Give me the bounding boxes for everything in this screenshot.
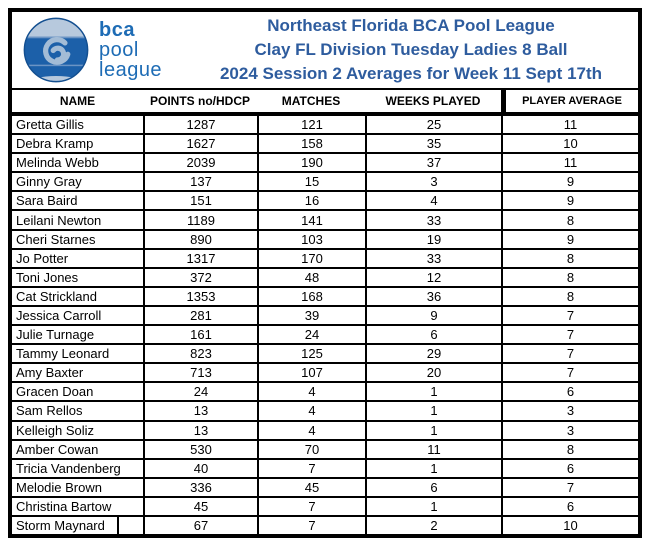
logo-word-league: league	[99, 59, 163, 81]
cell-weeks: 9	[365, 307, 501, 324]
cell-points: 530	[143, 441, 257, 458]
cell-points: 67	[143, 517, 257, 534]
cell-points: 372	[143, 269, 257, 286]
cell-matches: 7	[257, 460, 365, 477]
cell-points: 1189	[143, 211, 257, 228]
player-table-body	[12, 116, 638, 534]
cell-weeks: 1	[365, 498, 501, 515]
cell-matches: 16	[257, 192, 365, 209]
name-cell-divider	[117, 517, 143, 534]
table-row	[12, 173, 638, 192]
cell-matches: 103	[257, 231, 365, 248]
cell-name: Jessica Carroll	[16, 307, 102, 323]
logo-wordmark	[99, 20, 162, 80]
cell-matches: 39	[257, 307, 365, 324]
cell-points: 151	[143, 192, 257, 209]
column-header-points: POINTS no/HDCP	[149, 94, 250, 108]
cell-name: Melinda Webb	[16, 155, 99, 171]
cell-matches: 70	[257, 441, 365, 458]
cell-points: 1353	[143, 288, 257, 305]
cell-average: 3	[501, 422, 638, 439]
cell-weeks: 25	[365, 116, 501, 133]
column-header-matches: MATCHES	[281, 94, 341, 108]
cell-matches: 4	[257, 383, 365, 400]
cell-points: 2039	[143, 154, 257, 171]
cell-average: 8	[501, 269, 638, 286]
cell-name: Debra Kramp	[16, 136, 94, 152]
cell-weeks: 36	[365, 288, 501, 305]
cell-matches: 48	[257, 269, 365, 286]
cell-matches: 121	[257, 116, 365, 133]
cell-weeks: 20	[365, 364, 501, 381]
cell-name: Jo Potter	[16, 250, 69, 266]
table-row	[12, 211, 638, 230]
cell-matches: 15	[257, 173, 365, 190]
cell-weeks: 33	[365, 211, 501, 228]
cell-matches: 24	[257, 326, 365, 343]
cell-matches: 7	[257, 517, 365, 534]
cell-weeks: 6	[365, 326, 501, 343]
cell-matches: 4	[257, 422, 365, 439]
table-row	[12, 422, 638, 441]
table-row	[12, 192, 638, 211]
cell-name: Melodie Brown	[16, 479, 102, 495]
table-row	[12, 364, 638, 383]
cell-name: Sara Baird	[16, 193, 78, 209]
cell-name: Leilani Newton	[16, 212, 102, 228]
table-row	[12, 231, 638, 250]
cell-average: 3	[501, 402, 638, 419]
title-block	[194, 14, 634, 86]
cell-matches: 4	[257, 402, 365, 419]
cell-average: 7	[501, 326, 638, 343]
table-row	[12, 269, 638, 288]
cell-matches: 168	[257, 288, 365, 305]
cell-average: 10	[501, 135, 638, 152]
cell-name: Ginny Gray	[16, 174, 82, 190]
cell-points: 24	[143, 383, 257, 400]
masthead	[12, 12, 638, 88]
cell-name: Cheri Starnes	[16, 231, 96, 247]
cell-name: Tricia Vandenberg	[16, 460, 121, 476]
cell-matches: 125	[257, 345, 365, 362]
cell-weeks: 6	[365, 479, 501, 496]
table-row	[12, 517, 638, 534]
table-row	[12, 288, 638, 307]
cell-weeks: 11	[365, 441, 501, 458]
cell-average: 11	[501, 116, 638, 133]
title-line-1: Northeast Florida BCA Pool League	[267, 16, 555, 35]
cell-average: 6	[501, 460, 638, 477]
cell-name: Storm Maynard	[12, 517, 143, 534]
cell-points: 45	[143, 498, 257, 515]
column-header-row	[12, 88, 638, 116]
title-line-2: Clay FL Division Tuesday Ladies 8 Ball	[254, 40, 568, 59]
cell-weeks: 33	[365, 250, 501, 267]
cell-name: Kelleigh Soliz	[16, 422, 95, 438]
logo-word-bca: bca	[99, 19, 135, 41]
cell-average: 6	[501, 383, 638, 400]
cell-points: 13	[143, 422, 257, 439]
title-line-3: 2024 Session 2 Averages for Week 11 Sept 17th	[219, 64, 603, 83]
table-row	[12, 402, 638, 421]
cell-name: Cat Strickland	[16, 288, 97, 304]
cell-points: 823	[143, 345, 257, 362]
cell-weeks: 1	[365, 383, 501, 400]
cell-average: 9	[501, 231, 638, 248]
cell-name: Tammy Leonard	[16, 346, 110, 362]
cell-matches: 45	[257, 479, 365, 496]
cell-average: 9	[501, 192, 638, 209]
table-row	[12, 498, 638, 517]
table-row	[12, 116, 638, 135]
cell-weeks: 1	[365, 422, 501, 439]
cell-name: Amy Baxter	[16, 365, 84, 381]
cell-average: 9	[501, 173, 638, 190]
table-row	[12, 383, 638, 402]
cell-points: 336	[143, 479, 257, 496]
cell-average: 8	[501, 211, 638, 228]
cell-weeks: 1	[365, 460, 501, 477]
cell-name: Gracen Doan	[16, 384, 94, 400]
table-row	[12, 154, 638, 173]
table-row	[12, 345, 638, 364]
cell-weeks: 3	[365, 173, 501, 190]
table-row	[12, 135, 638, 154]
cell-weeks: 4	[365, 192, 501, 209]
cell-average: 7	[501, 307, 638, 324]
cell-points: 713	[143, 364, 257, 381]
table-row	[12, 441, 638, 460]
cell-matches: 158	[257, 135, 365, 152]
cell-points: 137	[143, 173, 257, 190]
cell-points: 40	[143, 460, 257, 477]
cell-points: 281	[143, 307, 257, 324]
cell-average: 8	[501, 250, 638, 267]
cell-points: 1317	[143, 250, 257, 267]
cell-weeks: 35	[365, 135, 501, 152]
cell-average: 6	[501, 498, 638, 515]
cell-weeks: 12	[365, 269, 501, 286]
cell-name: Sam Rellos	[16, 403, 83, 419]
cell-average: 7	[501, 345, 638, 362]
cell-weeks: 1	[365, 402, 501, 419]
table-row	[12, 479, 638, 498]
cell-name: Gretta Gillis	[16, 117, 84, 133]
cell-matches: 107	[257, 364, 365, 381]
cell-matches: 190	[257, 154, 365, 171]
column-header-name: NAME	[59, 94, 96, 108]
cell-average: 10	[501, 517, 638, 534]
cell-points: 1287	[143, 116, 257, 133]
table-row	[12, 326, 638, 345]
cell-points: 1627	[143, 135, 257, 152]
cell-matches: 170	[257, 250, 365, 267]
table-row	[12, 460, 638, 479]
cell-average: 8	[501, 288, 638, 305]
league-table	[8, 8, 642, 538]
cell-name: Amber Cowan	[16, 441, 99, 457]
cell-points: 890	[143, 231, 257, 248]
cell-average: 7	[501, 479, 638, 496]
cell-average: 11	[501, 154, 638, 171]
cell-matches: 141	[257, 211, 365, 228]
cell-weeks: 2	[365, 517, 501, 534]
cell-weeks: 29	[365, 345, 501, 362]
cell-average: 8	[501, 441, 638, 458]
table-row	[12, 250, 638, 269]
cell-points: 161	[143, 326, 257, 343]
cell-points: 13	[143, 402, 257, 419]
column-header-weeks-played: WEEKS PLAYED	[385, 94, 481, 108]
cell-weeks: 19	[365, 231, 501, 248]
cell-name: Toni Jones	[16, 269, 79, 285]
logo-word-pool: pool	[99, 39, 139, 61]
cell-average: 7	[501, 364, 638, 381]
cell-weeks: 37	[365, 154, 501, 171]
cell-name: Christina Bartow	[16, 498, 112, 514]
table-row	[12, 307, 638, 326]
cell-matches: 7	[257, 498, 365, 515]
bca-logo	[16, 16, 194, 84]
bca-ball-logo-icon	[22, 16, 90, 84]
column-header-player-average: PLAYER AVERAGE	[501, 90, 638, 112]
cell-name: Julie Turnage	[16, 327, 95, 343]
